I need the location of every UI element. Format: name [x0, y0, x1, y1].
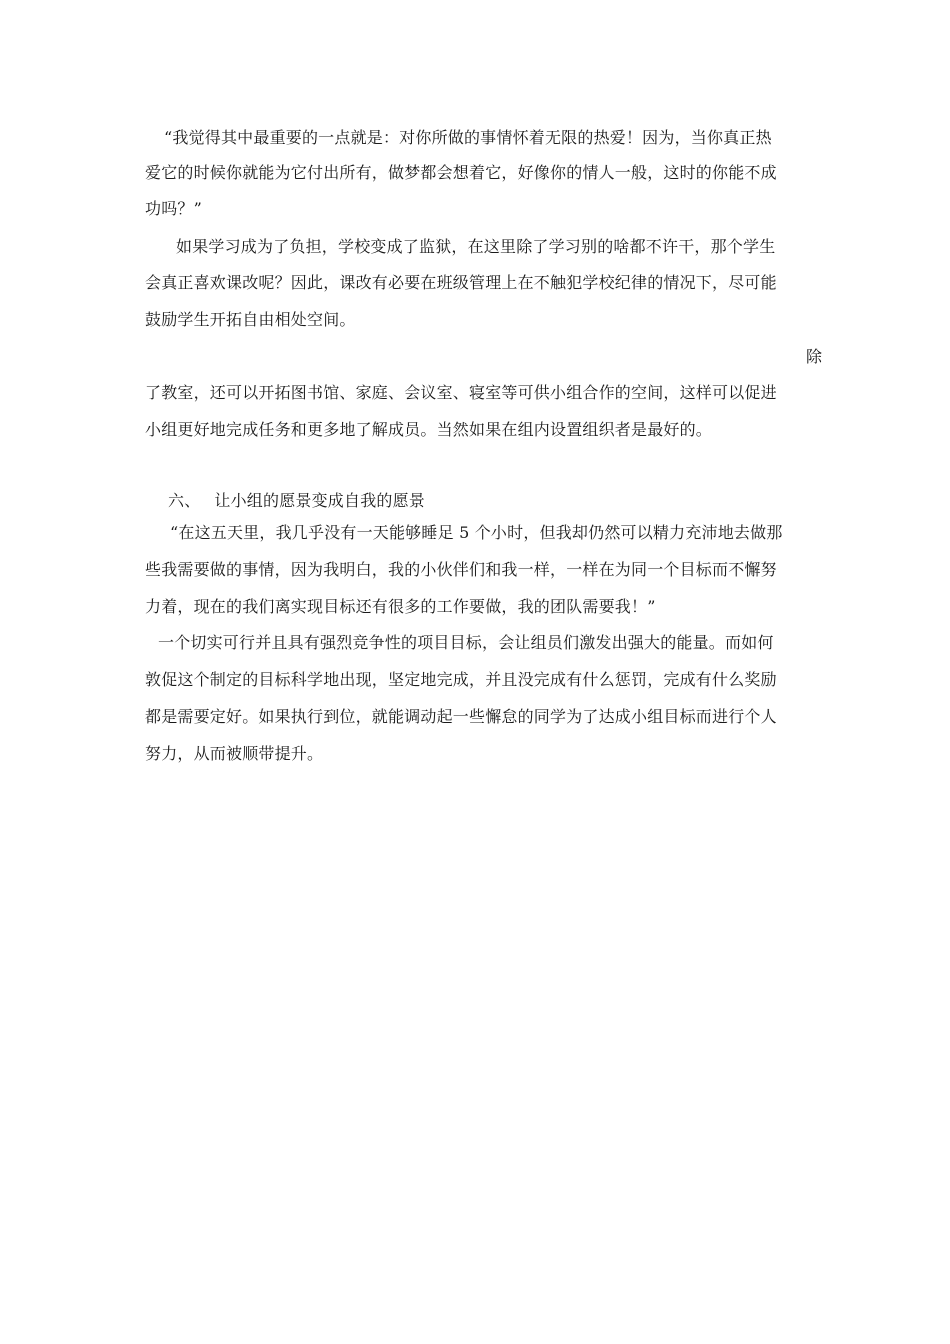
quote-paragraph-4-line-1: “在这五天里，我几乎没有一天能够睡足 5 个小时，但我却仍然可以精力充沛地去做那	[170, 523, 783, 542]
body-paragraph-5-line-4: 努力，从而被顺带提升。	[145, 744, 324, 763]
body-paragraph-5-line-1: 一个切实可行并且具有强烈竞争性的项目目标，会让组员们激发出强大的能量。而如何	[158, 633, 774, 652]
body-paragraph-2-line-3: 鼓励学生开拓自由相处空间。	[145, 310, 356, 329]
quote-paragraph-1-line-1: “我觉得其中最重要的一点就是：对你所做的事情怀着无限的热爱！因为，当你真正热	[164, 128, 772, 147]
quote-paragraph-4-line-3: 力着，现在的我们离实现目标还有很多的工作要做，我的团队需要我！”	[145, 597, 656, 616]
quote-paragraph-4-line-2: 些我需要做的事情，因为我明白，我的小伙伴们和我一样，一样在为同一个目标而不懈努	[145, 560, 777, 579]
body-paragraph-2-line-2: 会真正喜欢课改呢？因此，课改有必要在班级管理上在不触犯学校纪律的情况下，尽可能	[145, 273, 777, 292]
quote-paragraph-1-line-2: 爱它的时候你就能为它付出所有，做梦都会想着它，好像你的情人一般，这时的你能不成	[145, 163, 777, 182]
quote-paragraph-1-line-3: 功吗？”	[145, 199, 202, 218]
body-paragraph-5-line-2: 敦促这个制定的目标科学地出现，坚定地完成，并且没完成有什么惩罚，完成有什么奖励	[145, 670, 777, 689]
body-paragraph-2-line-1: 如果学习成为了负担，学校变成了监狱，在这里除了学习别的啥都不许干，那个学生	[176, 237, 776, 256]
section-title: 让小组的愿景变成自我的愿景	[214, 491, 426, 510]
body-paragraph-3-line-1: 除	[806, 347, 823, 366]
section-number: 六、	[168, 491, 201, 510]
section-heading	[168, 490, 425, 512]
body-paragraph-3-line-2: 了教室，还可以开拓图书馆、家庭、会议室、寝室等可供小组合作的空间，这样可以促进	[145, 383, 777, 402]
body-paragraph-5-line-3: 都是需要定好。如果执行到位，就能调动起一些懈怠的同学为了达成小组目标而进行个人	[145, 707, 777, 726]
body-paragraph-3-line-3: 小组更好地完成任务和更多地了解成员。当然如果在组内设置组织者是最好的。	[145, 420, 713, 439]
